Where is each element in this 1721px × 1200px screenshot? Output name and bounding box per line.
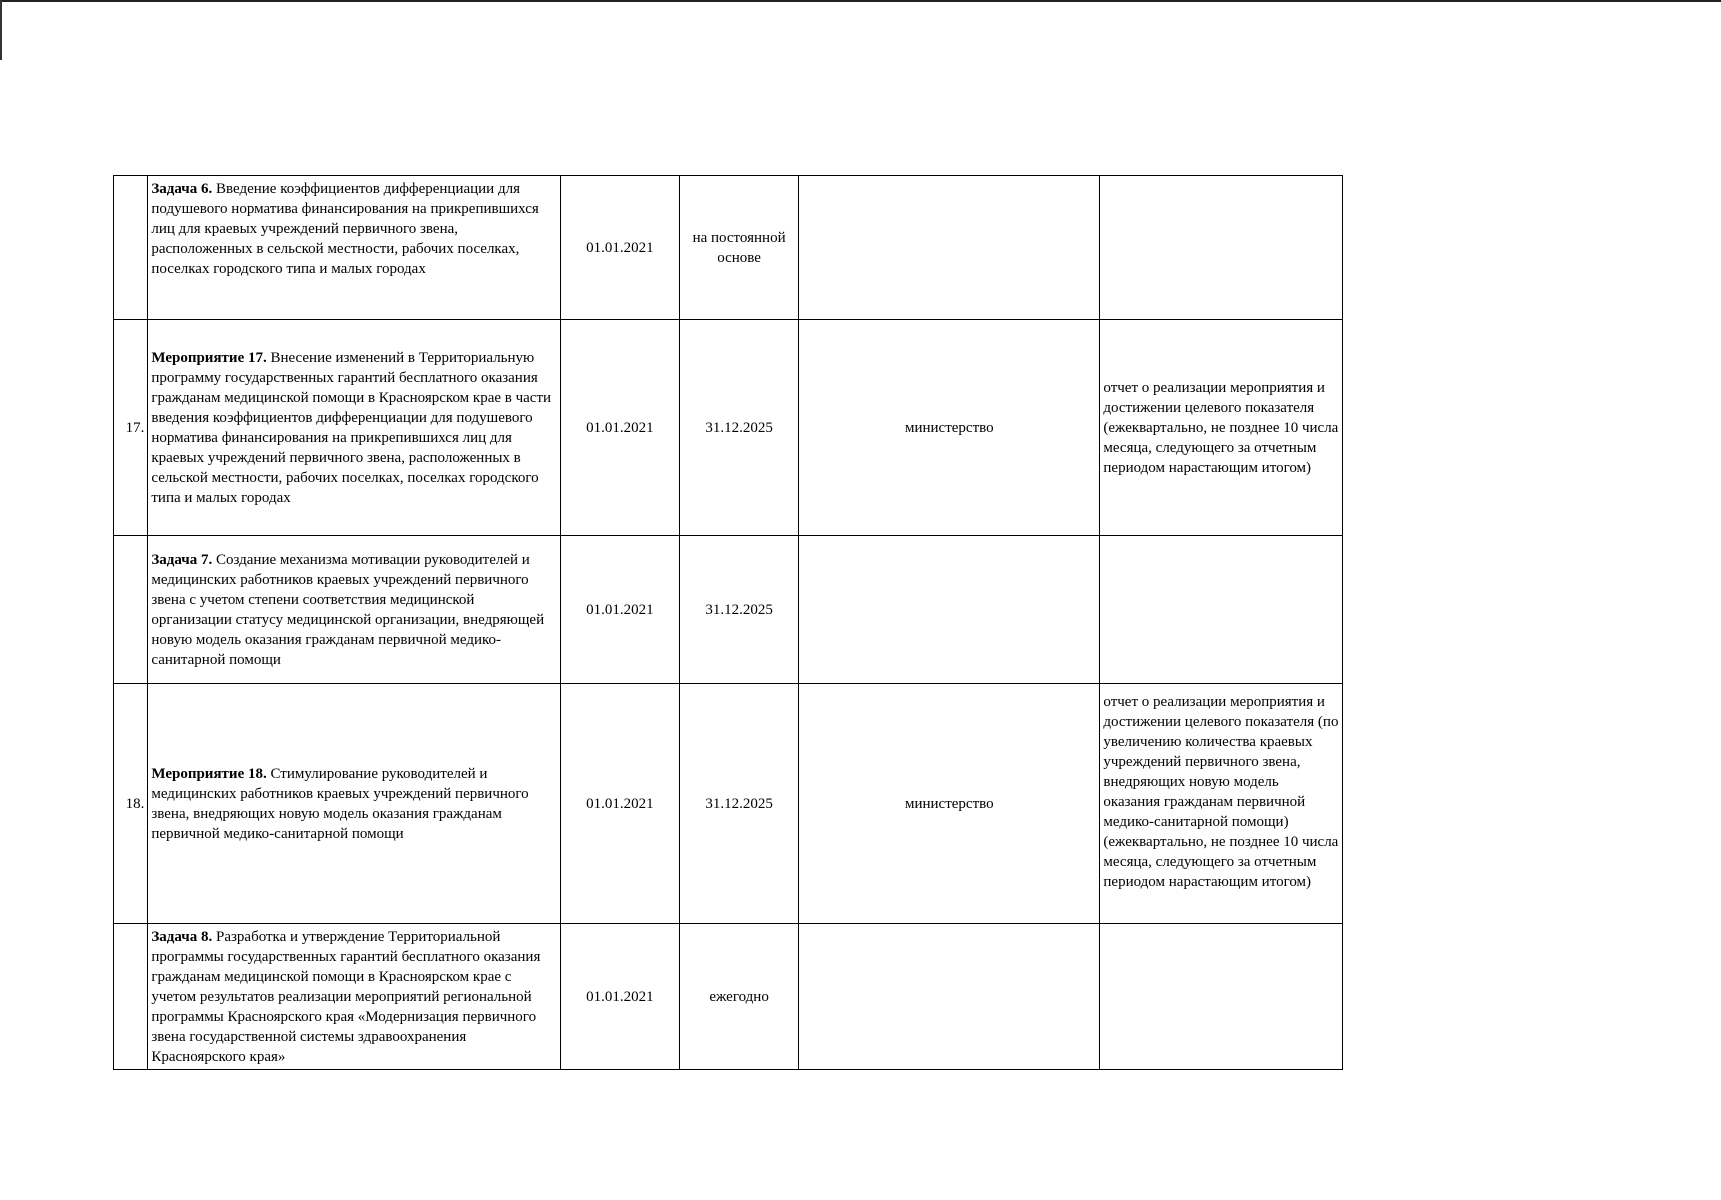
end-date: ежегодно: [679, 924, 798, 1070]
measure-description: [148, 320, 560, 536]
start-date: 01.01.2021: [560, 924, 679, 1070]
task-description: [148, 536, 560, 684]
table-row: [114, 684, 1343, 924]
task-description: [148, 176, 560, 320]
row-number: [114, 536, 148, 684]
end-date: 31.12.2025: [679, 684, 798, 924]
measures-table: [113, 175, 1343, 1070]
task-title: Задача 8.: [151, 929, 213, 945]
table-row: [114, 176, 1343, 320]
table-row: [114, 924, 1343, 1070]
start-date: 01.01.2021: [560, 536, 679, 684]
task-text: Введение коэффициентов дифференциации для подушевого норматива финансирования на прикрепившихся лиц для краевых учреждений первичного звена, расположенных в сельской местности, рабочих поселках, поселках городского типа и малых городах: [151, 181, 539, 277]
start-date: 01.01.2021: [560, 684, 679, 924]
responsible-executor: министерство: [799, 684, 1100, 924]
responsible-executor: [799, 536, 1100, 684]
task-text: Разработка и утверждение Территориальной программы государственных гарантий бесплатного оказания гражданам медицинской помощи в Красноярском крае с учетом результатов реализации мероприятий региональной программы Красноярского края «Модернизация первичного звена государственной системы здравоохранения Красноярского края»: [151, 929, 541, 1065]
task-title: Задача 6.: [151, 181, 213, 197]
measure-description: [148, 684, 560, 924]
end-date: 31.12.2025: [679, 536, 798, 684]
responsible-executor: [799, 176, 1100, 320]
responsible-executor: министерство: [799, 320, 1100, 536]
end-date: на постоянной основе: [679, 176, 798, 320]
measure-text: Стимулирование руководителей и медицинских работников краевых учреждений первичного звена, внедряющих новую модель оказания гражданам первичной медико-санитарной помощи: [151, 765, 529, 842]
start-date: 01.01.2021: [560, 176, 679, 320]
expected-result: отчет о реализации мероприятия и достижении целевого показателя (ежеквартально, не позднее 10 числа месяца, следующего за отчетным периодом нарастающим итогом): [1100, 320, 1343, 536]
expected-result: отчет о реализации мероприятия и достижении целевого показателя (по увеличению количества краевых учреждений первичного звена, внедряющих новую модель оказания гражданам первичной медико-санитарной помощи) (ежеквартально, не позднее 10 числа месяца, следующего за отчетным периодом нарастающим итогом): [1100, 684, 1343, 924]
measure-text: Внесение изменений в Территориальную программу государственных гарантий бесплатного оказания гражданам медицинской помощи в Красноярском крае в части введения коэффициентов дифференциации для подушевого норматива финансирования на прикрепившихся лиц для краевых учреждений первичного звена, расположенных в сельской местности, рабочих поселках, поселках городского типа и малых городах: [151, 349, 552, 506]
start-date: 01.01.2021: [560, 320, 679, 536]
measure-title: Мероприятие 17.: [151, 349, 267, 366]
expected-result: [1100, 924, 1343, 1070]
row-number: 18.: [114, 684, 148, 924]
row-number: 17.: [114, 320, 148, 536]
responsible-executor: [799, 924, 1100, 1070]
table-row: [114, 320, 1343, 536]
row-number: [114, 176, 148, 320]
scan-border-top: [0, 0, 1721, 2]
measure-title: Мероприятие 18.: [151, 765, 267, 782]
expected-result: [1100, 536, 1343, 684]
row-number: [114, 924, 148, 1070]
task-description: [148, 924, 560, 1070]
task-text: Создание механизма мотивации руководителей и медицинских работников краевых учреждений первичного звена с учетом степени соответствия медицинской организации статусу медицинской организации, внедряющей новую модель оказания гражданам первичной медико-санитарной помощи: [151, 551, 545, 668]
task-title: Задача 7.: [151, 551, 213, 568]
end-date: 31.12.2025: [679, 320, 798, 536]
expected-result: [1100, 176, 1343, 320]
scan-border-left: [0, 0, 2, 60]
table-row: [114, 536, 1343, 684]
